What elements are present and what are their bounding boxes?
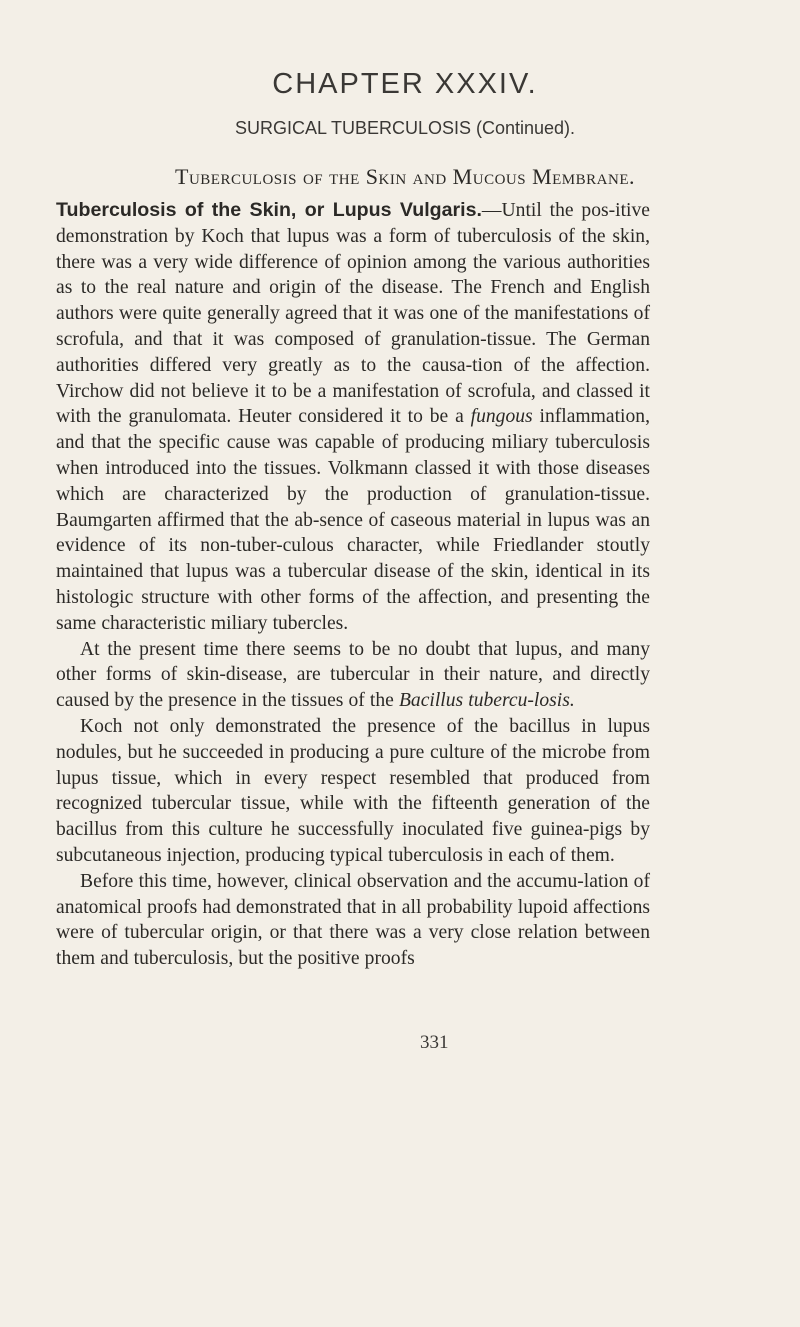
- chapter-title: CHAPTER XXXIV.: [272, 68, 538, 100]
- body-text: [56, 198, 650, 972]
- paragraph-1-emphasis: fungous: [470, 406, 533, 428]
- paragraph-2-emphasis: Bacillus tubercu-losis.: [398, 690, 575, 712]
- page-number: 331: [420, 1032, 449, 1053]
- chapter-subtitle: SURGICAL TUBERCULOSIS (Continued).: [234, 118, 576, 138]
- paragraph-1-text-a: —Until the pos-itive demonstration by Koch that lupus was a form of tuberculosis of the skin, there was a very wide difference of opinion among the various authorities as to the real nature and origin of the disease. The French and English authors were quite generally agreed that it was one of the manifestations of scrofula, and that it was composed of granulation-tissue. The German authorities differed very greatly as to the causa-tion of the affection. Virchow did not believe it to be a manifestation of scrofula, and classed it with the granulomata. Heuter considered it to be a: [56, 200, 650, 428]
- paragraph-2: [56, 637, 650, 714]
- paragraph-3: Koch not only demonstrated the presence of the bacillus in lupus nodules, but he succeeded in producing a pure culture of the microbe from lupus tissue, which in every respect resembled that produced from recognized tubercular tissue, while with the fifteenth generation of the bacillus from this culture he successfully inoculated five guinea-pigs by subcutaneous injection, producing typical tuberculosis in each of them.: [56, 715, 650, 866]
- section-heading: Tuberculosis of the Skin and Mucous Membrane.: [175, 164, 635, 189]
- paragraph-2-text-a: At the present time there seems to be no doubt that lupus, and many other forms of skin-disease, are tubercular in their nature, and directly caused by the presence in the tissues of the: [56, 638, 650, 712]
- run-in-heading: Tuberculosis of the Skin, or Lupus Vulgaris.: [56, 199, 482, 221]
- paragraph-1-text-b: inflammation, and that the specific cause was capable of producing miliary tuberculosis when introduced into the tissues. Volkmann classed it with those diseases which are characterized by the production of granulation-tissue. Baumgarten affirmed that the ab-sence of caseous material in lupus was an evidence of its non-tuber-culous character, while Friedlander stoutly maintained that lupus was a tubercular disease of the skin, identical in its histologic structure with other forms of the affection, and presenting the same characteristic miliary tubercles.: [56, 406, 650, 634]
- paragraph-1: [56, 198, 650, 637]
- paragraph-4: Before this time, however, clinical observation and the accumu-lation of anatomical proofs had demonstrated that in all probability lupoid affections were of tubercular origin, or that there was a very close relation between them and tuberculosis, but the positive proofs: [56, 870, 650, 970]
